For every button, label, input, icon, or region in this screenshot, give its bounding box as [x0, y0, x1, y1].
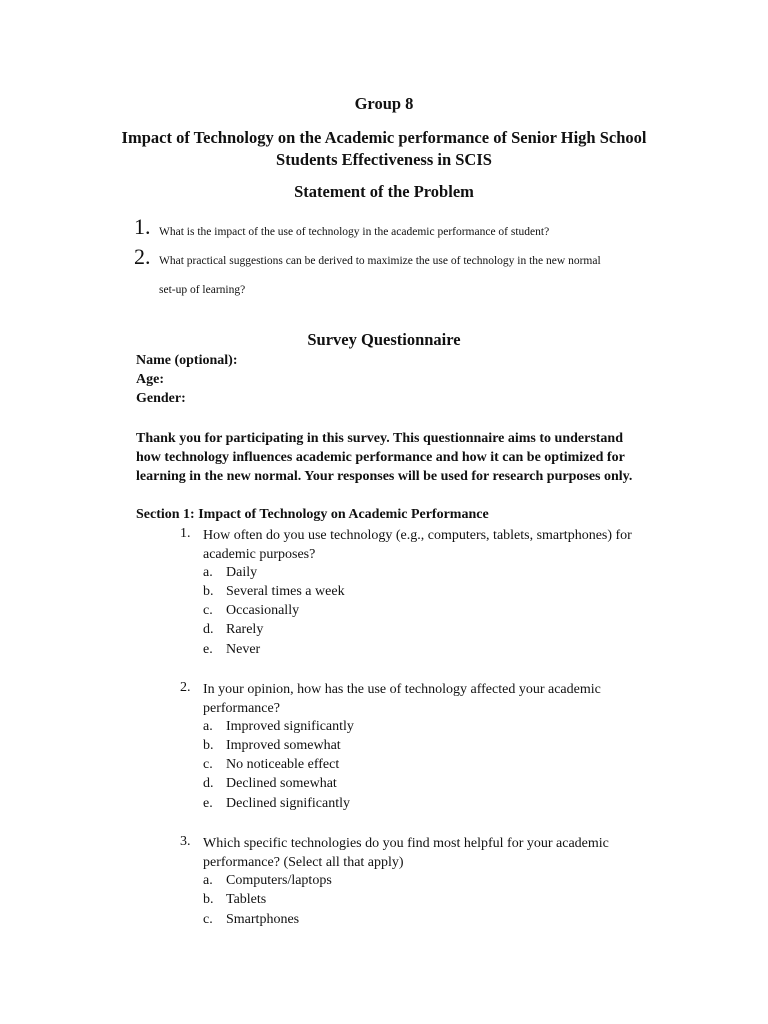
survey-heading: Survey Questionnaire [307, 330, 461, 349]
intro-line: learning in the new normal. Your responses will be used for research purposes only. [136, 469, 633, 484]
question-line: performance? (Select all that apply) [203, 855, 404, 870]
name-field-label: Name (optional): [136, 353, 238, 368]
question-line: How often do you use technology (e.g., computers, tablets, smartphones) for [203, 528, 632, 543]
gender-field-label: Gender: [136, 391, 186, 406]
option-text: Declined significantly [226, 796, 351, 811]
intro-line: how technology influences academic performance and how it can be optimized for [136, 450, 625, 465]
option-letter: a. [203, 565, 213, 580]
option-letter: c. [203, 603, 213, 618]
age-field-label: Age: [136, 372, 164, 387]
problem-number: 1. [134, 214, 151, 239]
question-number: 1. [180, 526, 191, 541]
option-text: Declined somewhat [226, 776, 337, 791]
option-text: Several times a week [226, 584, 345, 599]
option-text: Smartphones [226, 912, 300, 927]
document-title-line2: Students Effectiveness in SCIS [276, 150, 492, 169]
option-letter: b. [203, 584, 214, 599]
option-text: Computers/laptops [226, 873, 332, 888]
question-text [203, 680, 683, 718]
question-text [203, 834, 683, 872]
question-line: Which specific technologies do you find most helpful for your academic [203, 836, 609, 851]
option-letter: e. [203, 642, 213, 657]
option-letter: a. [203, 719, 213, 734]
option-letter: b. [203, 738, 214, 753]
option-text: Improved somewhat [226, 738, 341, 753]
intro-paragraph [136, 429, 696, 486]
option-letter: c. [203, 912, 213, 927]
option-letter: d. [203, 622, 214, 637]
option-text: Improved significantly [226, 719, 354, 734]
option-text: Tablets [226, 892, 267, 907]
question-number: 2. [180, 680, 191, 695]
question-number: 3. [180, 834, 191, 849]
option-letter: e. [203, 796, 213, 811]
problem-text: What is the impact of the use of technology in the academic performance of student? [159, 226, 550, 238]
option-text: Occasionally [226, 603, 300, 618]
problem-number: 2. [134, 244, 151, 269]
question-text [203, 526, 683, 564]
problem-heading: Statement of the Problem [294, 182, 474, 201]
question-line: academic purposes? [203, 547, 316, 562]
section-title: Section 1: Impact of Technology on Academic Performance [136, 507, 489, 522]
option-letter: d. [203, 776, 214, 791]
option-text: Rarely [226, 622, 264, 637]
question-line: performance? [203, 701, 280, 716]
question-line: In your opinion, how has the use of technology affected your academic [203, 682, 601, 697]
option-text: Never [226, 642, 261, 657]
group-label: Group 8 [354, 94, 414, 113]
option-text: No noticeable effect [226, 757, 340, 772]
option-letter: c. [203, 757, 213, 772]
intro-line: Thank you for participating in this survey. This questionnaire aims to understand [136, 431, 623, 446]
problem-text-continued: set-up of learning? [159, 284, 246, 296]
option-letter: b. [203, 892, 214, 907]
problem-text: What practical suggestions can be derived to maximize the use of technology in the new normal [159, 255, 601, 267]
document-title-line1: Impact of Technology on the Academic performance of Senior High School [121, 128, 647, 147]
option-letter: a. [203, 873, 213, 888]
option-text: Daily [226, 565, 258, 580]
